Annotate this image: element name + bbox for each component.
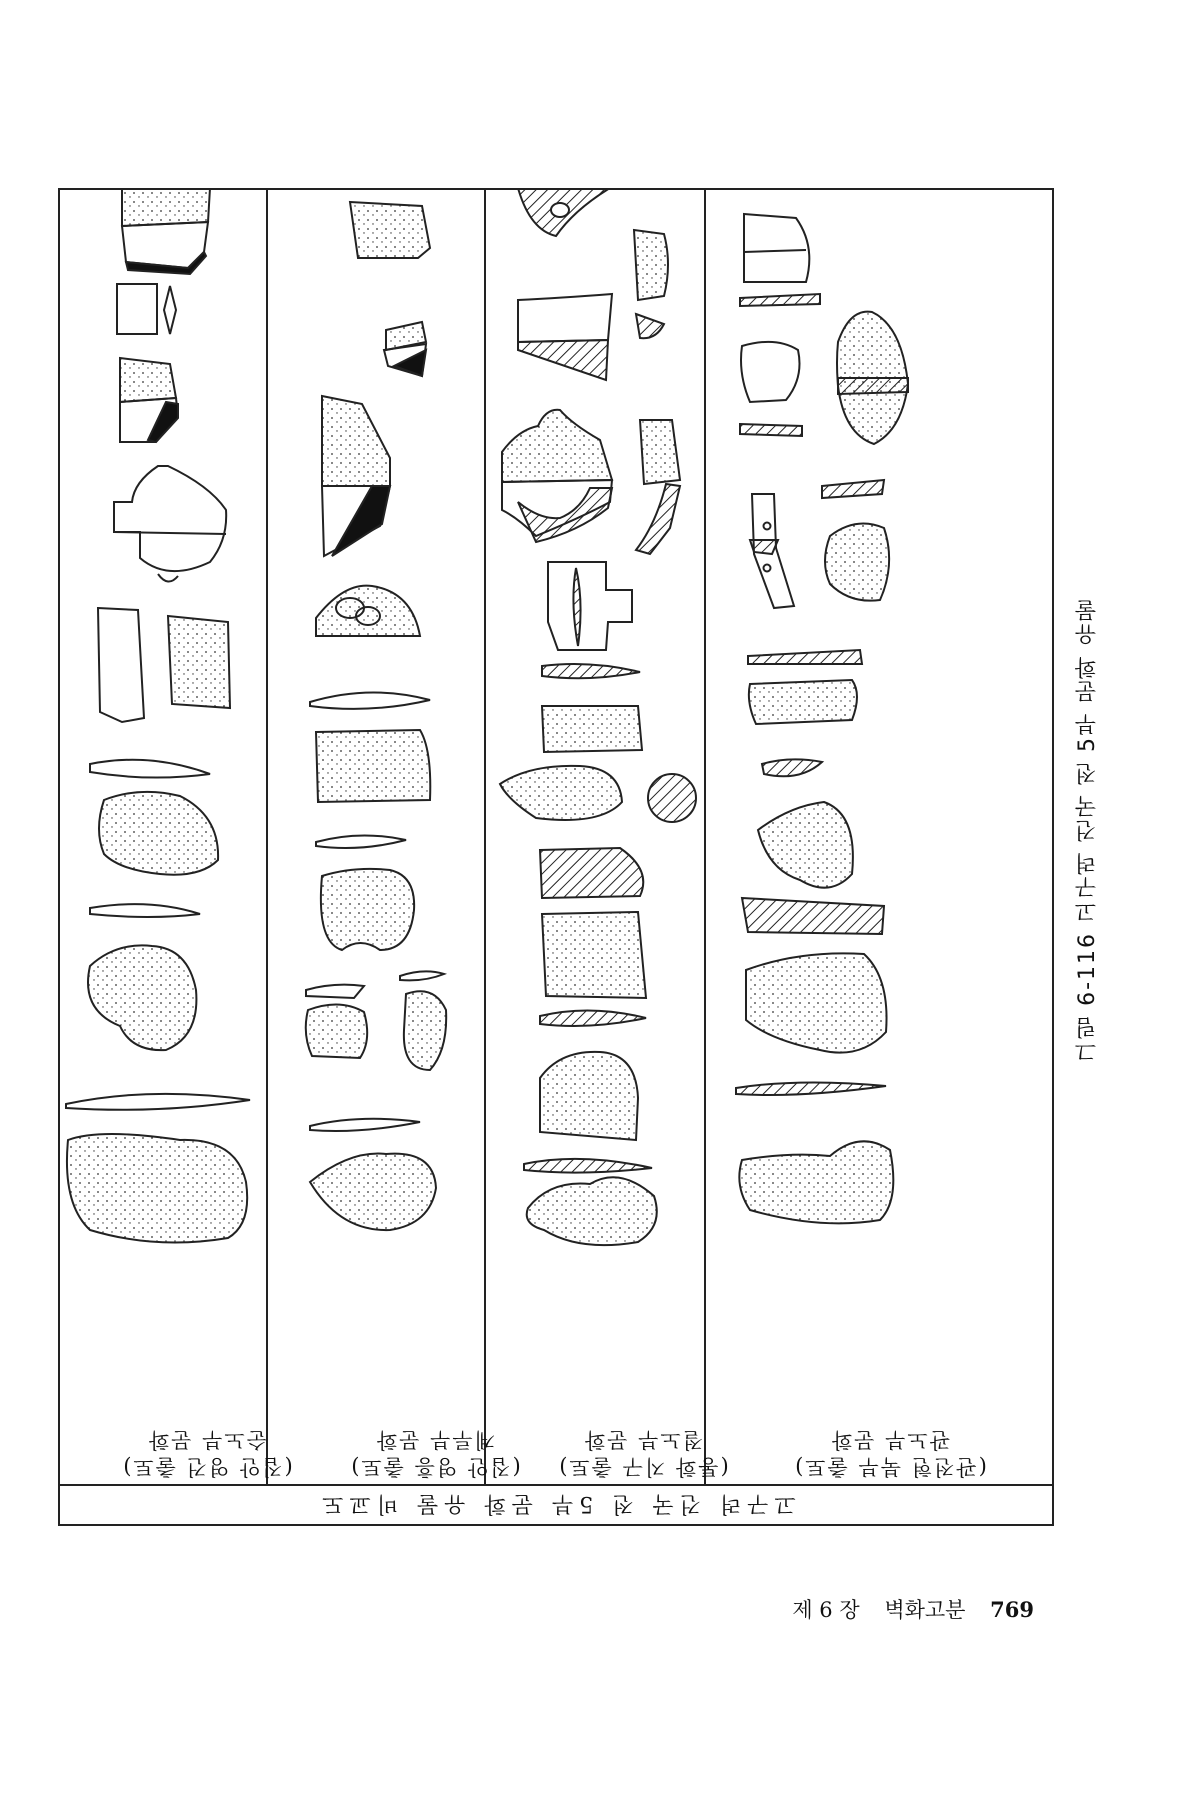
- column-divider: [704, 190, 706, 1484]
- column-label-line1: (관전현 북부 출토): [793, 1455, 987, 1479]
- chapter-label: 제 6 장: [792, 1598, 860, 1622]
- artifact-plate: [58, 188, 1054, 1526]
- figure-caption: 그림 6-116 고구려 건국 전 5부 문화 유물: [1075, 598, 1100, 1063]
- column-label-gwanno: [740, 1424, 1040, 1482]
- column-label-line2: 관노부 문화: [829, 1428, 951, 1452]
- column-label-line2: 계루부 문화: [374, 1428, 496, 1452]
- section-title: 벽화고분: [884, 1598, 966, 1622]
- page-footer: [0, 1594, 1034, 1624]
- pottery-rim-sherd: [122, 190, 210, 226]
- globular-jar: [114, 466, 226, 571]
- column-divider: [266, 190, 268, 1484]
- plate-caption: 고구려 건국 전 5부 문화 유물 비교도: [316, 1491, 796, 1517]
- column-label-line1: (집안 영건 출토): [121, 1455, 293, 1479]
- column-label-line1: (통화 지구 출토): [557, 1455, 729, 1479]
- column-label-sunno: [84, 1424, 330, 1482]
- artifact-drawings: [60, 190, 1056, 1424]
- column-divider: [484, 190, 486, 1484]
- column-label-line2: 절노부 문화: [582, 1428, 704, 1452]
- column-label-gyeru: [312, 1424, 558, 1482]
- bowl-section: [322, 396, 390, 486]
- page-number: 769: [990, 1597, 1034, 1622]
- column-label-line2: 순노부 문화: [146, 1428, 268, 1452]
- stone-tool-large: [67, 1134, 247, 1243]
- column-label-line1: (집안 영흥 출토): [349, 1455, 521, 1479]
